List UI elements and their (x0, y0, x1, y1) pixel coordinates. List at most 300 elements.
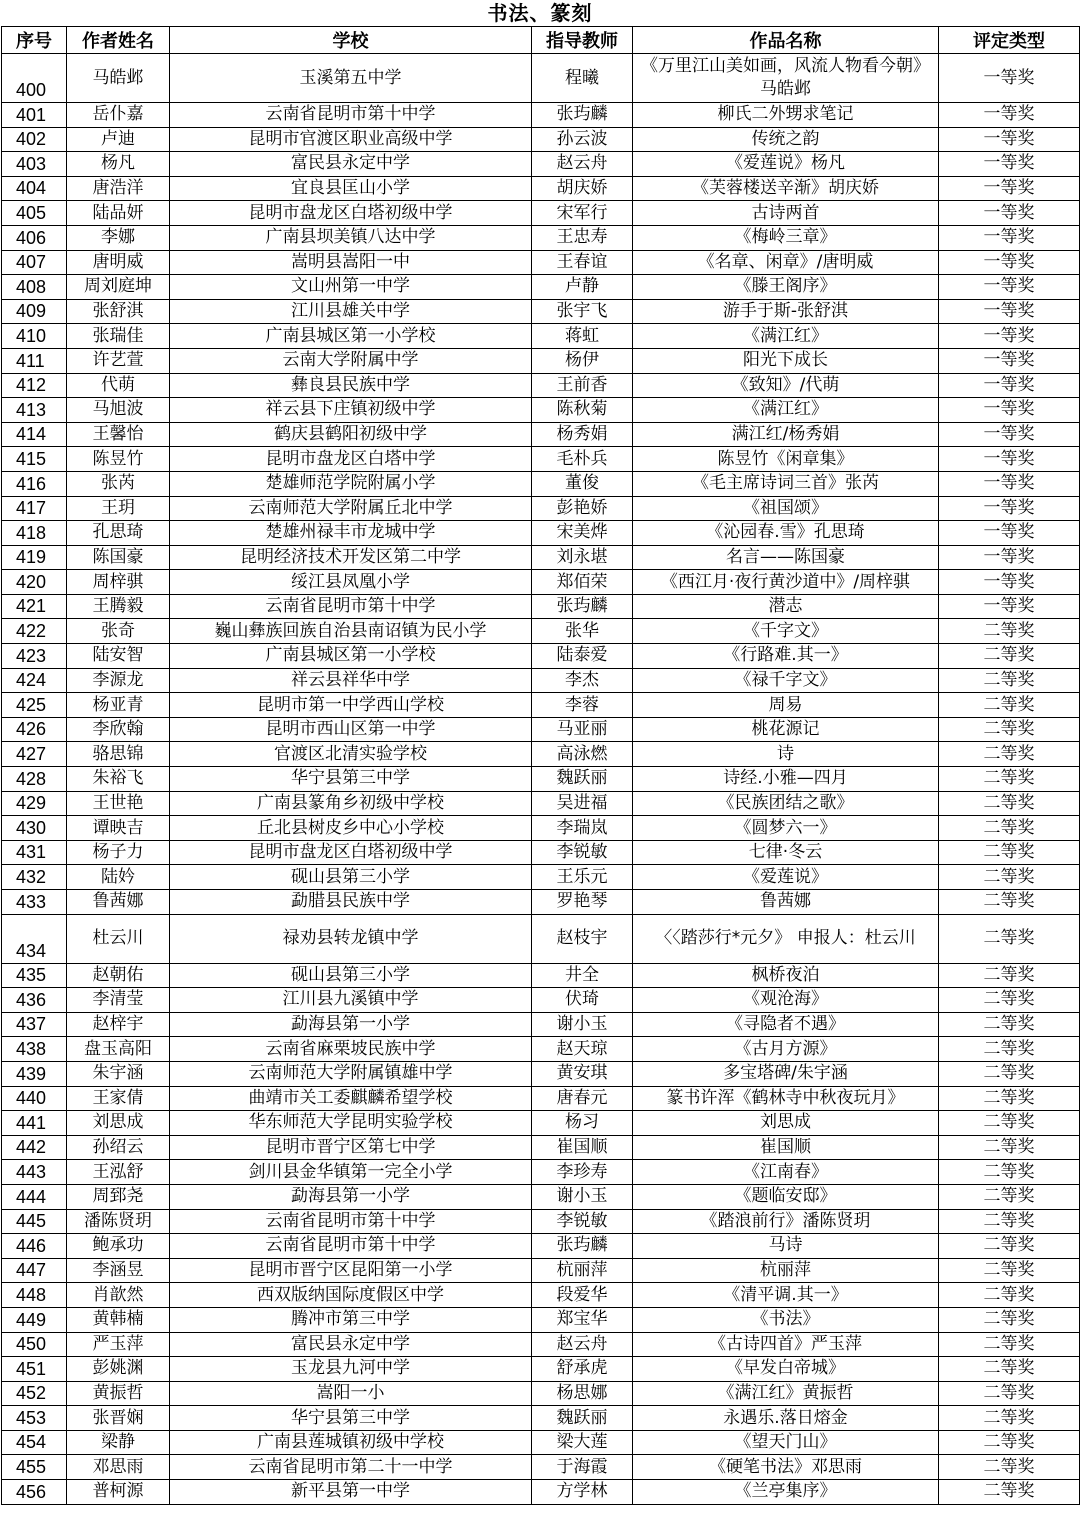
cell-no: 409 (2, 299, 67, 324)
cell-school: 西双版纳国际度假区中学 (170, 1283, 532, 1308)
cell-no: 400 (2, 54, 67, 103)
table-row (2, 1209, 1080, 1234)
table-row (2, 865, 1080, 890)
cell-name: 赵朝佑 (67, 963, 170, 988)
cell-teacher: 张玙麟 (532, 103, 633, 128)
cell-award: 二等奖 (939, 1258, 1080, 1283)
cell-award: 二等奖 (939, 1209, 1080, 1234)
cell-school: 曲靖市关工委麒麟希望学校 (170, 1086, 532, 1111)
cell-no: 431 (2, 840, 67, 865)
table-row (2, 1258, 1080, 1283)
cell-no: 440 (2, 1086, 67, 1111)
table-row (2, 668, 1080, 693)
table-row (2, 1430, 1080, 1455)
cell-teacher: 李锐敏 (532, 840, 633, 865)
table-row (2, 348, 1080, 373)
table-row (2, 471, 1080, 496)
cell-work: 《爱莲说》 (633, 865, 939, 890)
cell-award: 一等奖 (939, 176, 1080, 201)
table-row (2, 742, 1080, 767)
cell-teacher: 卢静 (532, 275, 633, 300)
cell-no: 428 (2, 767, 67, 792)
cell-teacher: 黄安琪 (532, 1061, 633, 1086)
cell-work: 多宝塔碑/朱宇涵 (633, 1061, 939, 1086)
cell-teacher: 马亚丽 (532, 717, 633, 742)
cell-work: 《望天门山》 (633, 1430, 939, 1455)
cell-name: 李源龙 (67, 668, 170, 693)
cell-work: 陈昱竹《闲章集》 (633, 447, 939, 472)
cell-work: 《名章、闲章》/唐明威 (633, 250, 939, 275)
cell-award: 二等奖 (939, 1480, 1080, 1505)
cell-name: 盘玉高阳 (67, 1037, 170, 1062)
cell-award: 二等奖 (939, 865, 1080, 890)
cell-no: 446 (2, 1234, 67, 1259)
cell-school: 昆明市官渡区职业高级中学 (170, 127, 532, 152)
cell-award: 二等奖 (939, 914, 1080, 963)
cell-award: 二等奖 (939, 1086, 1080, 1111)
table-row (2, 398, 1080, 423)
cell-no: 445 (2, 1209, 67, 1234)
table-row (2, 717, 1080, 742)
cell-teacher: 张玙麟 (532, 1234, 633, 1259)
table-row (2, 1184, 1080, 1209)
header-teacher: 指导教师 (532, 27, 633, 54)
cell-name: 孙绍云 (67, 1135, 170, 1160)
cell-school: 昆明市晋宁区第七中学 (170, 1135, 532, 1160)
table-row (2, 521, 1080, 546)
cell-award: 二等奖 (939, 1406, 1080, 1431)
cell-no: 403 (2, 152, 67, 177)
cell-teacher: 舒承虎 (532, 1357, 633, 1382)
cell-school: 剑川县金华镇第一完全小学 (170, 1160, 532, 1185)
cell-no: 414 (2, 422, 67, 447)
cell-teacher: 王春谊 (532, 250, 633, 275)
table-row (2, 1480, 1080, 1505)
table-row (2, 299, 1080, 324)
cell-award: 一等奖 (939, 324, 1080, 349)
table-row (2, 54, 1080, 103)
cell-award: 一等奖 (939, 447, 1080, 472)
cell-teacher: 高泳燃 (532, 742, 633, 767)
cell-no: 454 (2, 1430, 67, 1455)
cell-name: 王玥 (67, 496, 170, 521)
cell-no: 408 (2, 275, 67, 300)
cell-work: 永遇乐.落日熔金 (633, 1406, 939, 1431)
cell-no: 439 (2, 1061, 67, 1086)
cell-teacher: 王前香 (532, 373, 633, 398)
cell-work: 传统之韵 (633, 127, 939, 152)
table-row (2, 1307, 1080, 1332)
cell-teacher: 杨伊 (532, 348, 633, 373)
cell-name: 唐明威 (67, 250, 170, 275)
table-row (2, 619, 1080, 644)
cell-name: 周郅尧 (67, 1184, 170, 1209)
cell-no: 402 (2, 127, 67, 152)
cell-name: 陈昱竹 (67, 447, 170, 472)
table-row (2, 1234, 1080, 1259)
cell-work: 马诗 (633, 1234, 939, 1259)
table-row (2, 1086, 1080, 1111)
cell-award: 一等奖 (939, 201, 1080, 226)
cell-name: 王腾毅 (67, 594, 170, 619)
table-row (2, 816, 1080, 841)
cell-work: 古诗两首 (633, 201, 939, 226)
table-row (2, 545, 1080, 570)
cell-school: 江川县雄关中学 (170, 299, 532, 324)
cell-teacher: 吴进福 (532, 791, 633, 816)
cell-teacher: 方学林 (532, 1480, 633, 1505)
cell-name: 岳仆嘉 (67, 103, 170, 128)
cell-no: 455 (2, 1455, 67, 1480)
cell-no: 452 (2, 1381, 67, 1406)
cell-award: 二等奖 (939, 693, 1080, 718)
cell-teacher: 李瑞岚 (532, 816, 633, 841)
cell-award: 二等奖 (939, 717, 1080, 742)
cell-school: 丘北县树皮乡中心小学校 (170, 816, 532, 841)
cell-teacher: 王忠寿 (532, 225, 633, 250)
cell-work: 满江红/杨秀娟 (633, 422, 939, 447)
table-row (2, 422, 1080, 447)
cell-teacher: 陈秋菊 (532, 398, 633, 423)
cell-school: 广南县坝美镇八达中学 (170, 225, 532, 250)
cell-award: 一等奖 (939, 373, 1080, 398)
cell-teacher: 刘永堪 (532, 545, 633, 570)
cell-no: 427 (2, 742, 67, 767)
cell-award: 一等奖 (939, 570, 1080, 595)
cell-work: 《清平调.其一》 (633, 1283, 939, 1308)
cell-name: 杜云川 (67, 914, 170, 963)
cell-work: 阳光下成长 (633, 348, 939, 373)
cell-school: 砚山县第三小学 (170, 865, 532, 890)
cell-school: 华宁县第三中学 (170, 1406, 532, 1431)
cell-award: 二等奖 (939, 963, 1080, 988)
cell-award: 一等奖 (939, 152, 1080, 177)
cell-work: 《兰亭集序》 (633, 1480, 939, 1505)
cell-work: 《题临安邸》 (633, 1184, 939, 1209)
table-header-row (2, 27, 1080, 54)
cell-teacher: 魏跃丽 (532, 767, 633, 792)
cell-award: 二等奖 (939, 767, 1080, 792)
cell-school: 昆明市盘龙区白塔初级中学 (170, 840, 532, 865)
cell-school: 昆明市盘龙区白塔初级中学 (170, 201, 532, 226)
cell-no: 419 (2, 545, 67, 570)
cell-award: 二等奖 (939, 1111, 1080, 1136)
cell-teacher: 于海霞 (532, 1455, 633, 1480)
cell-work: 游手于斯-张舒淇 (633, 299, 939, 324)
cell-teacher: 杨思娜 (532, 1381, 633, 1406)
cell-teacher: 杨习 (532, 1111, 633, 1136)
cell-no: 438 (2, 1037, 67, 1062)
table-row (2, 693, 1080, 718)
table-row (2, 988, 1080, 1013)
cell-work: 《寻隐者不遇》 (633, 1012, 939, 1037)
cell-name: 唐浩洋 (67, 176, 170, 201)
table-row (2, 373, 1080, 398)
cell-award: 一等奖 (939, 225, 1080, 250)
cell-work: 《古月方源》 (633, 1037, 939, 1062)
cell-teacher: 宋军行 (532, 201, 633, 226)
cell-name: 黄振哲 (67, 1381, 170, 1406)
cell-award: 二等奖 (939, 988, 1080, 1013)
cell-teacher: 梁大莲 (532, 1430, 633, 1455)
cell-school: 昆明市盘龙区白塔中学 (170, 447, 532, 472)
cell-award: 二等奖 (939, 1061, 1080, 1086)
cell-school: 官渡区北清实验学校 (170, 742, 532, 767)
cell-work: 《踏浪前行》潘陈贤玥 (633, 1209, 939, 1234)
cell-no: 430 (2, 816, 67, 841)
cell-name: 李涵昱 (67, 1258, 170, 1283)
cell-no: 421 (2, 594, 67, 619)
cell-no: 405 (2, 201, 67, 226)
cell-school: 广南县莲城镇初级中学校 (170, 1430, 532, 1455)
cell-work: 诗 (633, 742, 939, 767)
cell-no: 410 (2, 324, 67, 349)
cell-name: 鲍承功 (67, 1234, 170, 1259)
cell-no: 444 (2, 1184, 67, 1209)
cell-teacher: 郑宝华 (532, 1307, 633, 1332)
cell-name: 王馨怡 (67, 422, 170, 447)
cell-name: 李清莹 (67, 988, 170, 1013)
cell-award: 二等奖 (939, 1430, 1080, 1455)
table-row (2, 103, 1080, 128)
header-name: 作者姓名 (67, 27, 170, 54)
cell-name: 孔思琦 (67, 521, 170, 546)
cell-work: 七律·冬云 (633, 840, 939, 865)
cell-work: 《古诗四首》严玉萍 (633, 1332, 939, 1357)
cell-award: 二等奖 (939, 1307, 1080, 1332)
cell-teacher: 赵云舟 (532, 1332, 633, 1357)
cell-school: 广南县城区第一小学校 (170, 324, 532, 349)
cell-name: 李欣翰 (67, 717, 170, 742)
cell-award: 一等奖 (939, 275, 1080, 300)
cell-school: 华东师范大学昆明实验学校 (170, 1111, 532, 1136)
cell-school: 云南省昆明市第二十一中学 (170, 1455, 532, 1480)
cell-work: 《禄千字文》 (633, 668, 939, 693)
cell-no: 450 (2, 1332, 67, 1357)
award-table (1, 26, 1080, 1505)
cell-teacher: 郑佰荣 (532, 570, 633, 595)
cell-school: 云南省麻栗坡民族中学 (170, 1037, 532, 1062)
header-award: 评定类型 (939, 27, 1080, 54)
cell-school: 昆明市第一中学西山学校 (170, 693, 532, 718)
cell-teacher: 谢小玉 (532, 1012, 633, 1037)
table-row (2, 914, 1080, 963)
cell-name: 李娜 (67, 225, 170, 250)
cell-work: 《梅岭三章》 (633, 225, 939, 250)
cell-award: 二等奖 (939, 619, 1080, 644)
cell-work: 潜志 (633, 594, 939, 619)
cell-no: 424 (2, 668, 67, 693)
cell-teacher: 蒋虹 (532, 324, 633, 349)
cell-name: 张奇 (67, 619, 170, 644)
cell-work: 《万里江山美如画，风流人物看今朝》马皓邺 (633, 54, 939, 103)
cell-work: 《千字文》 (633, 619, 939, 644)
cell-school: 彝良县民族中学 (170, 373, 532, 398)
table-row (2, 791, 1080, 816)
cell-no: 448 (2, 1283, 67, 1308)
cell-teacher: 罗艳琴 (532, 890, 633, 915)
table-row (2, 275, 1080, 300)
header-school: 学校 (170, 27, 532, 54)
cell-work: 崔国顺 (633, 1135, 939, 1160)
header-work: 作品名称 (633, 27, 939, 54)
cell-teacher: 张宇飞 (532, 299, 633, 324)
table-row (2, 890, 1080, 915)
cell-teacher: 伏琦 (532, 988, 633, 1013)
table-row (2, 250, 1080, 275)
cell-school: 昆明市西山区第一中学 (170, 717, 532, 742)
cell-work: 《芙蓉楼送辛渐》胡庆娇 (633, 176, 939, 201)
cell-work: 《爱莲说》杨凡 (633, 152, 939, 177)
cell-school: 新平县第一中学 (170, 1480, 532, 1505)
cell-award: 一等奖 (939, 54, 1080, 103)
cell-award: 二等奖 (939, 1357, 1080, 1382)
cell-school: 楚雄州禄丰市龙城中学 (170, 521, 532, 546)
cell-no: 447 (2, 1258, 67, 1283)
cell-school: 嵩明县嵩阳一中 (170, 250, 532, 275)
cell-work: 诗经.小雅—四月 (633, 767, 939, 792)
table-row (2, 1381, 1080, 1406)
cell-work: 柳氏二外甥求笔记 (633, 103, 939, 128)
cell-name: 许艺萱 (67, 348, 170, 373)
cell-work: 刘思成 (633, 1111, 939, 1136)
table-row (2, 225, 1080, 250)
cell-award: 二等奖 (939, 791, 1080, 816)
cell-name: 马皓邺 (67, 54, 170, 103)
cell-name: 骆思锦 (67, 742, 170, 767)
cell-name: 谭映吉 (67, 816, 170, 841)
cell-award: 二等奖 (939, 1381, 1080, 1406)
cell-school: 祥云县祥华中学 (170, 668, 532, 693)
cell-work: 篆书许浑《鹤林寺中秋夜玩月》 (633, 1086, 939, 1111)
cell-work: 《行路难.其一》 (633, 644, 939, 669)
cell-award: 二等奖 (939, 840, 1080, 865)
cell-school: 云南省昆明市第十中学 (170, 1234, 532, 1259)
cell-school: 云南省昆明市第十中学 (170, 1209, 532, 1234)
cell-no: 451 (2, 1357, 67, 1382)
cell-work: 《满江红》 (633, 324, 939, 349)
cell-name: 马旭波 (67, 398, 170, 423)
cell-school: 文山州第一中学 (170, 275, 532, 300)
cell-school: 砚山县第三小学 (170, 963, 532, 988)
cell-school: 广南县城区第一小学校 (170, 644, 532, 669)
cell-teacher: 李杰 (532, 668, 633, 693)
cell-teacher: 杭丽萍 (532, 1258, 633, 1283)
cell-school: 富民县永定中学 (170, 152, 532, 177)
cell-name: 代萌 (67, 373, 170, 398)
cell-school: 祥云县下庄镇初级中学 (170, 398, 532, 423)
cell-teacher: 赵天琼 (532, 1037, 633, 1062)
cell-name: 周梓骐 (67, 570, 170, 595)
cell-school: 宜良县匡山小学 (170, 176, 532, 201)
cell-award: 二等奖 (939, 742, 1080, 767)
cell-school: 云南省昆明市第十中学 (170, 103, 532, 128)
cell-work: 《滕王阁序》 (633, 275, 939, 300)
cell-no: 425 (2, 693, 67, 718)
cell-school: 鹤庆县鹤阳初级中学 (170, 422, 532, 447)
cell-school: 勐海县第一小学 (170, 1012, 532, 1037)
cell-work: 《早发白帝城》 (633, 1357, 939, 1382)
cell-work: 《致知》/代萌 (633, 373, 939, 398)
table-row (2, 594, 1080, 619)
cell-name: 杨凡 (67, 152, 170, 177)
table-row (2, 1332, 1080, 1357)
cell-teacher: 李珍寿 (532, 1160, 633, 1185)
cell-name: 肖歆然 (67, 1283, 170, 1308)
table-row (2, 767, 1080, 792)
cell-no: 449 (2, 1307, 67, 1332)
cell-name: 朱裕飞 (67, 767, 170, 792)
table-row (2, 496, 1080, 521)
cell-award: 一等奖 (939, 594, 1080, 619)
cell-award: 一等奖 (939, 299, 1080, 324)
table-row (2, 201, 1080, 226)
cell-school: 云南省昆明市第十中学 (170, 594, 532, 619)
cell-school: 昆明经济技术开发区第二中学 (170, 545, 532, 570)
header-no: 序号 (2, 27, 67, 54)
cell-name: 陆安智 (67, 644, 170, 669)
cell-work: 《民族团结之歌》 (633, 791, 939, 816)
table-row (2, 1160, 1080, 1185)
cell-work: 《观沧海》 (633, 988, 939, 1013)
cell-no: 417 (2, 496, 67, 521)
cell-name: 刘思成 (67, 1111, 170, 1136)
cell-no: 442 (2, 1135, 67, 1160)
table-row (2, 1283, 1080, 1308)
cell-no: 411 (2, 348, 67, 373)
table-row (2, 1111, 1080, 1136)
cell-teacher: 杨秀娟 (532, 422, 633, 447)
table-row (2, 1135, 1080, 1160)
cell-work: 《书法》 (633, 1307, 939, 1332)
cell-teacher: 井全 (532, 963, 633, 988)
cell-work: 枫桥夜泊 (633, 963, 939, 988)
cell-no: 433 (2, 890, 67, 915)
cell-work: 《西江月·夜行黄沙道中》/周梓骐 (633, 570, 939, 595)
cell-school: 禄劝县转龙镇中学 (170, 914, 532, 963)
cell-no: 453 (2, 1406, 67, 1431)
table-row (2, 1406, 1080, 1431)
cell-school: 勐海县第一小学 (170, 1184, 532, 1209)
table-row (2, 176, 1080, 201)
cell-work: 《硬笔书法》邓思雨 (633, 1455, 939, 1480)
cell-school: 云南师范大学附属镇雄中学 (170, 1061, 532, 1086)
cell-award: 一等奖 (939, 471, 1080, 496)
cell-teacher: 陆泰爱 (532, 644, 633, 669)
cell-no: 418 (2, 521, 67, 546)
cell-award: 二等奖 (939, 1184, 1080, 1209)
cell-school: 广南县篆角乡初级中学校 (170, 791, 532, 816)
cell-teacher: 程曦 (532, 54, 633, 103)
cell-school: 腾冲市第三中学 (170, 1307, 532, 1332)
cell-no: 407 (2, 250, 67, 275)
cell-school: 玉溪第五中学 (170, 54, 532, 103)
table-row (2, 127, 1080, 152)
table-row (2, 644, 1080, 669)
cell-no: 401 (2, 103, 67, 128)
cell-teacher: 孙云波 (532, 127, 633, 152)
cell-award: 二等奖 (939, 816, 1080, 841)
cell-name: 杨亚青 (67, 693, 170, 718)
table-row (2, 447, 1080, 472)
cell-no: 435 (2, 963, 67, 988)
cell-no: 413 (2, 398, 67, 423)
cell-award: 二等奖 (939, 1283, 1080, 1308)
cell-name: 卢迪 (67, 127, 170, 152)
cell-award: 一等奖 (939, 422, 1080, 447)
cell-teacher: 彭艳娇 (532, 496, 633, 521)
cell-teacher: 赵云舟 (532, 152, 633, 177)
